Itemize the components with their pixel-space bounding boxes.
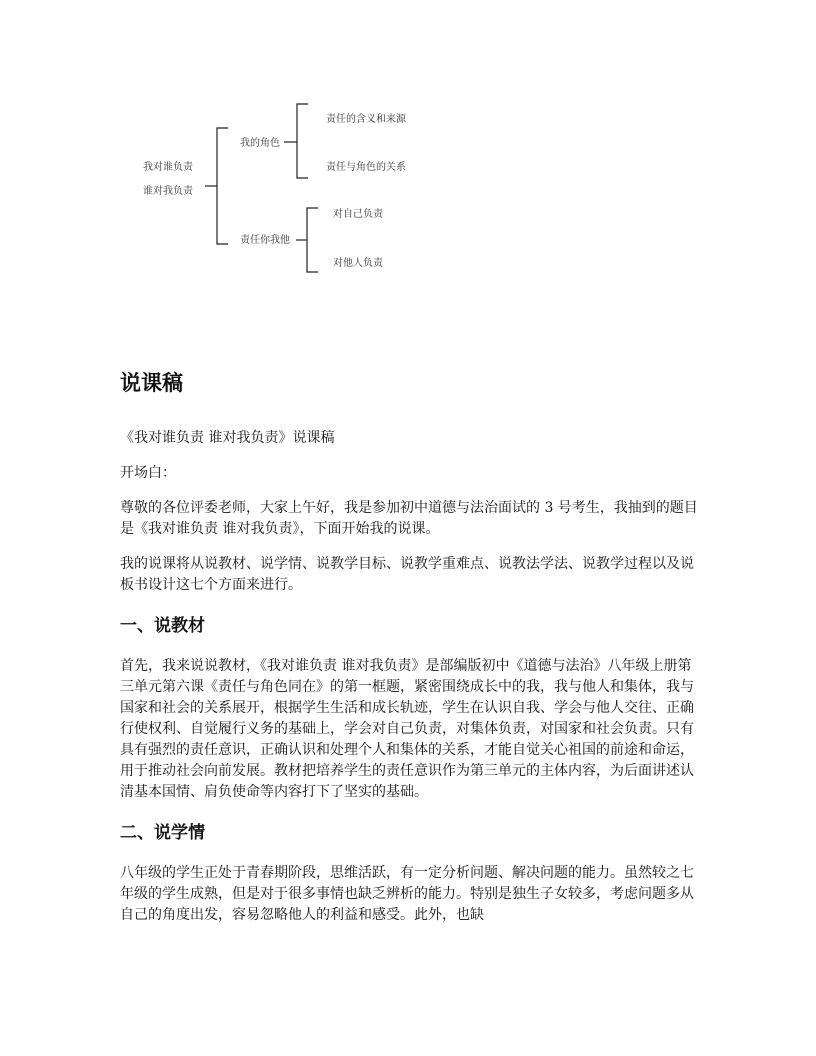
outline-paragraph: 我的说课将从说教材、说学情、说教学目标、说教学重难点、说教法学法、说教学过程以及说板书设计这七个方面来进行。 — [120, 556, 694, 593]
mind-map-connectors — [0, 0, 816, 300]
branch-1-child-1: 责任的含义和来源 — [326, 114, 406, 125]
root-bracket-line — [217, 128, 228, 244]
branch-2-child-2: 对他人负责 — [333, 258, 383, 269]
branch-2-bracket-line — [307, 208, 318, 272]
document-body — [120, 368, 700, 940]
root-label-line-1: 我对谁负责 — [143, 162, 193, 173]
branch-1-child-2: 责任与角色的关系 — [326, 162, 406, 173]
section-text-textbook: 首先，我来说说教材，《我对谁负责 谁对我负责》是部编版初中《道德与法治》八年级上册第三单元第六课《责任与角色同在》的第一框题，紧密围绕成长中的我，我与他人和集体，我与国家和社会的关系展开，根据学生生活和成长轨迹，学生在认识自我、学会与他人交往、正确行使权利、自觉履行义务的基础上，学会对自己负责，对集体负责，对国家和社会负责。只有具有强烈的责任意识，正确认识和处理个人和集体的关系，才能自觉关心祖国的前途和命运，用于推动社会向前发展。教材把培养学生的责任意识作为第三单元的主体内容，为后面讲述认清基本国情、肩负使命等内容打下了坚实的基础。 — [120, 658, 694, 800]
branch-2-label: 责任你我他 — [240, 235, 290, 246]
branch-2-child-1: 对自己负责 — [333, 209, 383, 220]
mind-map-diagram — [0, 0, 816, 300]
section-heading-students: 二、说学情 — [120, 823, 205, 843]
intro-paragraph: 尊敬的各位评委老师，大家上午好，我是参加初中道德与法治面试的 3 号考生，我抽到的题目是《我对谁负责 谁对我负责》，下面开始我的说课。 — [120, 500, 698, 537]
branch-1-bracket-line — [297, 104, 308, 178]
document-title: 说课稿 — [120, 371, 183, 395]
section-heading-textbook: 一、说教材 — [120, 616, 205, 636]
document-subtitle: 《我对谁负责 谁对我负责》说课稿 — [120, 430, 335, 446]
opening-label: 开场白： — [120, 465, 176, 481]
root-label-line-2: 谁对我负责 — [143, 186, 193, 197]
section-text-students: 八年级的学生正处于青春期阶段，思维活跃，有一定分析问题、解决问题的能力。虽然较之七年级的学生成熟，但是对于很多事情也缺乏辨析的能力。特别是独生子女较多，考虑问题多从自己的角度出发，容易忽略他人的利益和感受。此外，也缺 — [120, 865, 694, 923]
branch-1-label: 我的角色 — [240, 138, 280, 149]
